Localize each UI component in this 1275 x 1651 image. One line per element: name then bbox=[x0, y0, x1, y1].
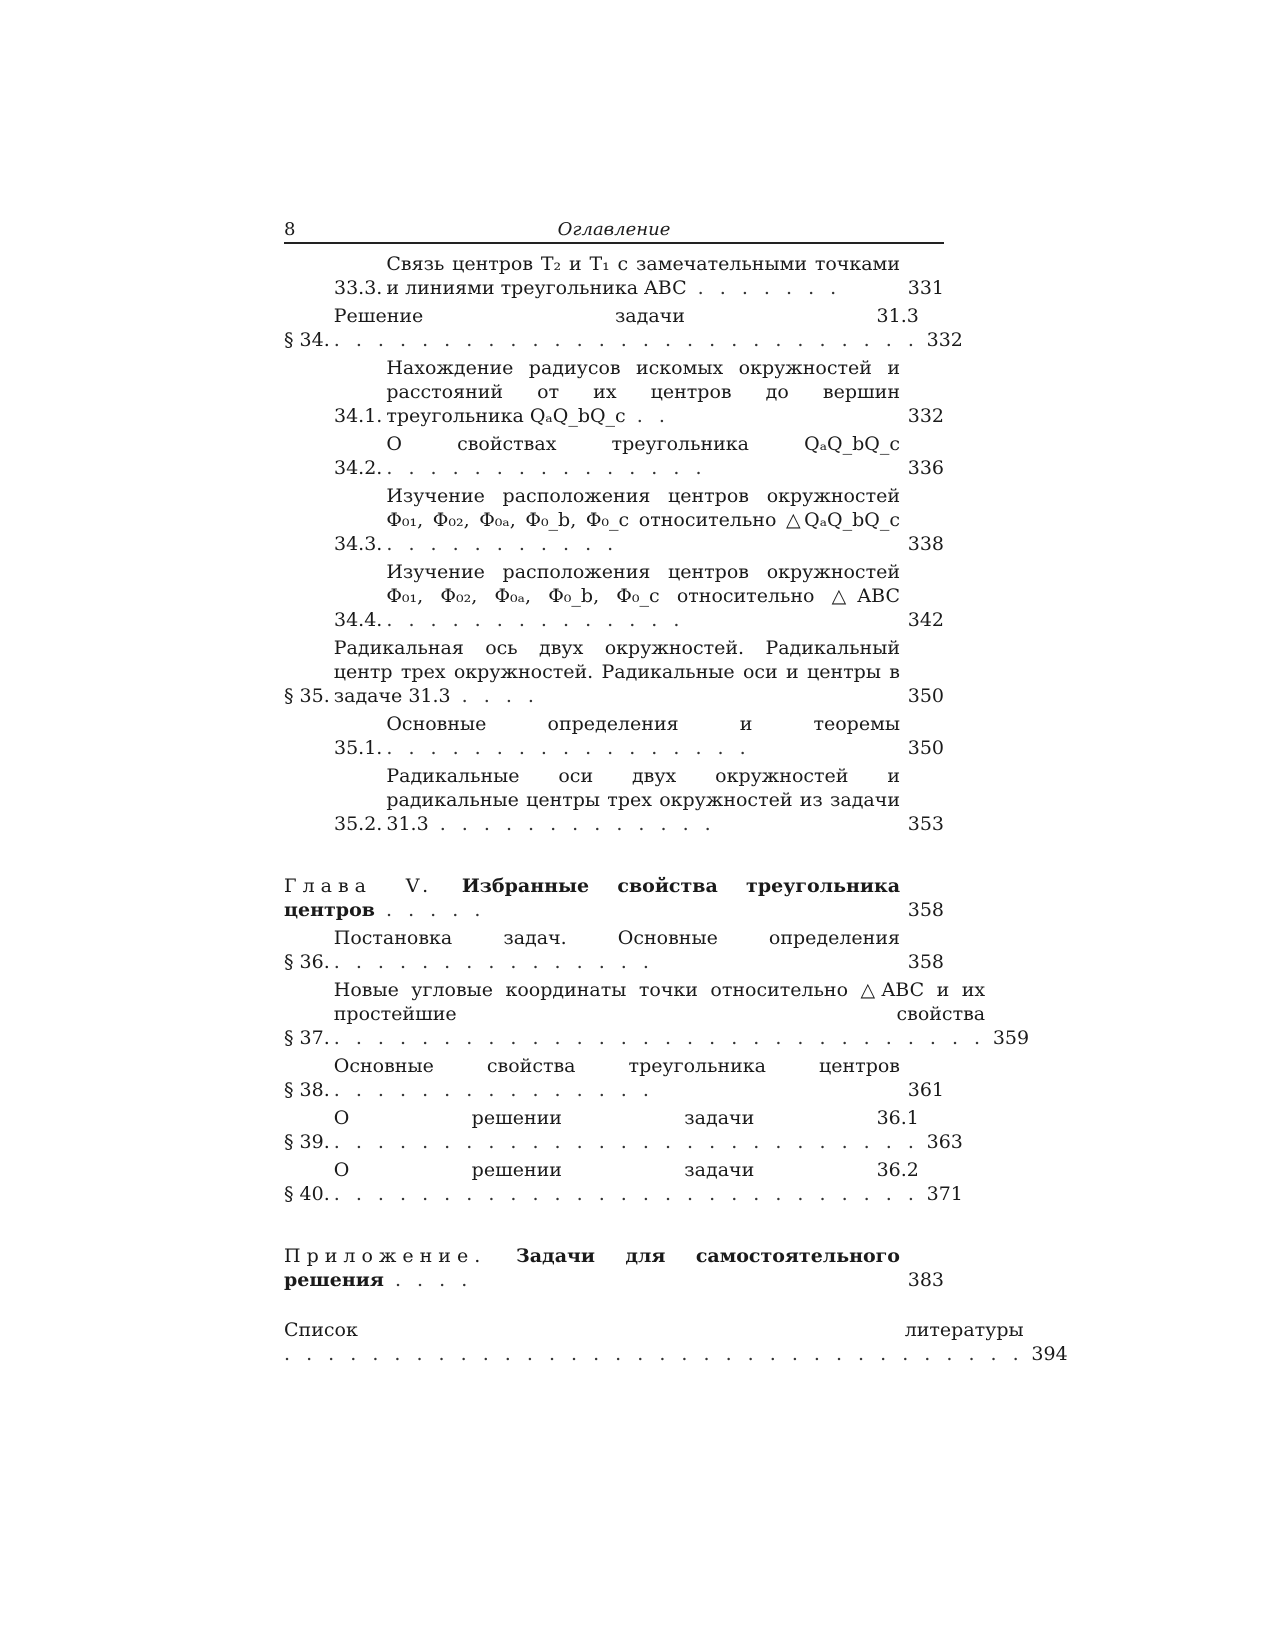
toc-entry[interactable]: § 34. Решение задачи 31.3 . . . . . . . . . . . . . . . . . . . . . . . . . . . 332 bbox=[284, 305, 963, 351]
page-ref: 338 bbox=[907, 533, 944, 555]
bibliography-entry[interactable]: Список литературы . . . . . . . . . . . . . . . . . . . . . . . . . . . . . . . . . . 394 bbox=[284, 1319, 1068, 1365]
toc-entry[interactable]: 34.4. Изучение расположения центров окружностей Φ₀₁, Φ₀₂, Φ₀ₐ, Φ₀_b, Φ₀_c относительно △ABC . . . . . . . . . . . . . . 342 bbox=[334, 561, 944, 631]
toc-page bbox=[284, 214, 1068, 1370]
page-ref: 342 bbox=[907, 609, 944, 631]
page-ref: 353 bbox=[907, 813, 944, 835]
running-header bbox=[284, 214, 944, 244]
page-ref: 332 bbox=[907, 405, 944, 427]
page-ref: 394 bbox=[1031, 1343, 1068, 1365]
page-ref: 336 bbox=[907, 457, 944, 479]
toc-entry[interactable]: 34.2. О свойствах треугольника QₐQ_bQ_c . . . . . . . . . . . . . . . 336 bbox=[334, 433, 944, 479]
toc-entry[interactable]: § 38. Основные свойства треугольника центров . . . . . . . . . . . . . . . 361 bbox=[284, 1055, 944, 1101]
page-ref: 361 bbox=[907, 1079, 944, 1101]
toc-entry[interactable]: § 35. Радикальная ось двух окружностей. Радикальный центр трех окружностей. Радикальные оси и центры в задаче 31.3 . . . . 350 bbox=[284, 637, 944, 707]
chapter-entry[interactable]: Глава V. Избранные свойства треугольника центров . . . . . 358 bbox=[284, 875, 944, 921]
page-ref: 358 bbox=[907, 899, 944, 921]
page-title: Оглавление bbox=[557, 219, 671, 240]
toc-entry[interactable]: § 37. Новые угловые координаты точки относительно △ABC и их простейшие свойства . . . . . . . . . . . . . . . . . . . . . . . . . . . . . . 359 bbox=[284, 979, 1030, 1049]
page-ref: 383 bbox=[907, 1269, 944, 1291]
toc-entry[interactable]: § 36. Постановка задач. Основные определения . . . . . . . . . . . . . . . 358 bbox=[284, 927, 944, 973]
toc-entry[interactable]: § 39. О решении задачи 36.1 . . . . . . . . . . . . . . . . . . . . . . . . . . . 363 bbox=[284, 1107, 963, 1153]
page-ref: 332 bbox=[926, 329, 963, 351]
toc-entry[interactable]: 35.1. Основные определения и теоремы . . . . . . . . . . . . . . . . . 350 bbox=[334, 713, 944, 759]
toc-entry[interactable]: § 40. О решении задачи 36.2 . . . . . . . . . . . . . . . . . . . . . . . . . . . 371 bbox=[284, 1159, 963, 1205]
toc-entry[interactable]: 33.3. Связь центров T₂ и T₁ с замечательными точками и линиями треугольника ABC . . . . . . . 331 bbox=[334, 253, 944, 299]
toc bbox=[284, 252, 1068, 1366]
page-number: 8 bbox=[284, 219, 296, 240]
page-ref: 359 bbox=[992, 1027, 1030, 1049]
page-ref: 331 bbox=[907, 277, 944, 299]
page-ref: 350 bbox=[907, 685, 944, 707]
page-ref: 358 bbox=[907, 951, 944, 973]
toc-entry[interactable]: 35.2. Радикальные оси двух окружностей и радикальные центры трех окружностей из задачи 31.3 . . . . . . . . . . . . . 353 bbox=[334, 765, 944, 835]
toc-entry[interactable]: 34.1. Нахождение радиусов искомых окружностей и расстояний от их центров до вершин треугольника QₐQ_bQ_c . . 332 bbox=[334, 357, 944, 427]
appendix-entry[interactable]: Приложение. Задачи для самостоятельного решения . . . . 383 bbox=[284, 1245, 944, 1291]
page-ref: 363 bbox=[926, 1131, 963, 1153]
page-ref: 350 bbox=[907, 737, 944, 759]
toc-entry[interactable]: 34.3. Изучение расположения центров окружностей Φ₀₁, Φ₀₂, Φ₀ₐ, Φ₀_b, Φ₀_c относительно △QₐQ_bQ_c . . . . . . . . . . . 338 bbox=[334, 485, 944, 555]
page-ref: 371 bbox=[926, 1183, 963, 1205]
